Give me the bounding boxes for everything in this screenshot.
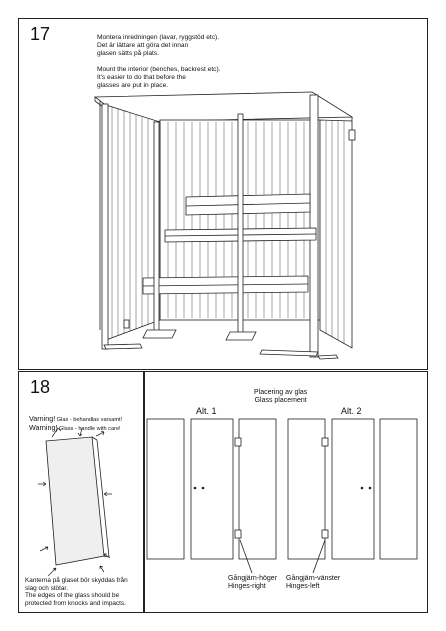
hinges-left-label: Gångjärn-vänster Hinges-left	[286, 575, 341, 590]
warning-english-label: Warning!	[29, 422, 58, 432]
step-17-number: 17	[30, 24, 51, 44]
edges-protection-text: Kanterna på glaset bör skyddas från slag och stötar. The edges of the glass should be protected from knocks and impacts.	[25, 577, 128, 607]
warning-swedish-label: Varning!	[29, 413, 56, 423]
glass-placement-title: Placering av glas Glass placement	[254, 389, 308, 404]
step-17-text-swedish: Montera inredningen (lavar, ryggstöd etc). Det är lättare att göra det innan glasen sätts på plats.	[97, 34, 220, 57]
step-17-text-english: Mount the interior (benches, backrest etc). It's easier to do that before the glasses are put in place.	[97, 66, 221, 89]
warning-english-text: Glass - handle with care!	[57, 425, 121, 432]
alt-1-label: Alt. 1	[196, 406, 217, 416]
alt-2-label: Alt. 2	[341, 406, 362, 416]
hinges-right-label: Gångjärn-höger Hinges-right	[228, 575, 278, 590]
step-18-number: 18	[30, 377, 51, 397]
warning-swedish-text: Glas - behandlas varsamt!	[55, 416, 123, 423]
